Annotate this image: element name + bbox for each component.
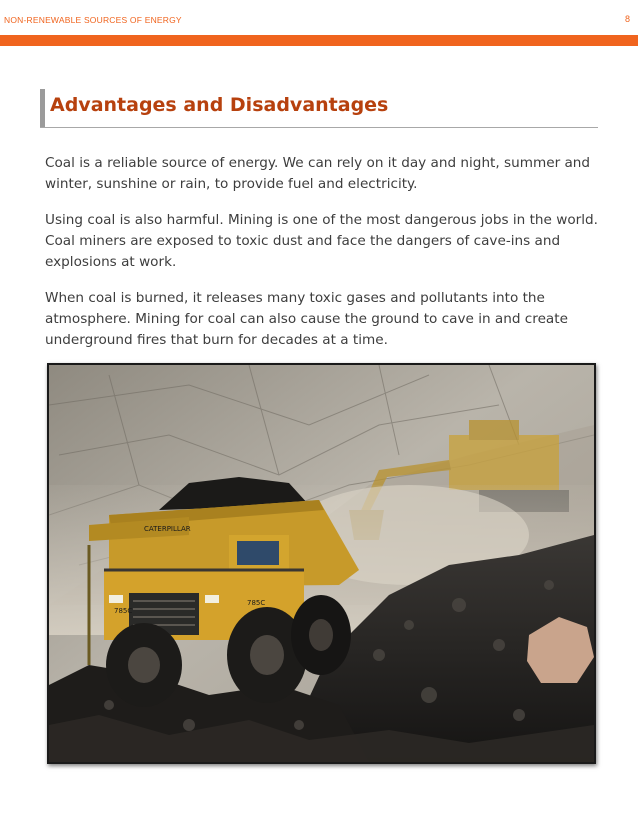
page-number: 8 (624, 14, 630, 24)
page-header (0, 0, 638, 46)
coal-mine-illustration (49, 365, 594, 762)
section-heading (40, 89, 598, 128)
paragraph-pollution: When coal is burned, it releases many toxic gases and pollutants into the atmosphere. Mining for coal can also cause the ground to cave in and create underground fires that burn for decades at a time. (45, 290, 568, 348)
section-title: Advantages and Disadvantages (50, 94, 389, 116)
truck-brand-label: CATERPILLAR (144, 525, 191, 533)
coal-mine-photo (47, 363, 596, 764)
paragraph-reliability: Coal is a reliable source of energy. We can rely on it day and night, summer and winter, sunshine or rain, to provide fuel and electricity. (45, 155, 591, 192)
paragraph-mining-hazards: Using coal is also harmful. Mining is one of the most dangerous jobs in the world. Coal miners are exposed to toxic dust and face the dangers of cave-ins and explosions at work. (45, 212, 598, 270)
header-accent-bar (0, 35, 638, 46)
heading-accent-bar (40, 89, 45, 127)
header-title: NON-RENEWABLE SOURCES OF ENERGY (4, 15, 182, 25)
truck-model-label-right: 785C (247, 599, 266, 607)
truck-model-label-left: 785C (114, 607, 133, 615)
body-text (45, 153, 605, 366)
